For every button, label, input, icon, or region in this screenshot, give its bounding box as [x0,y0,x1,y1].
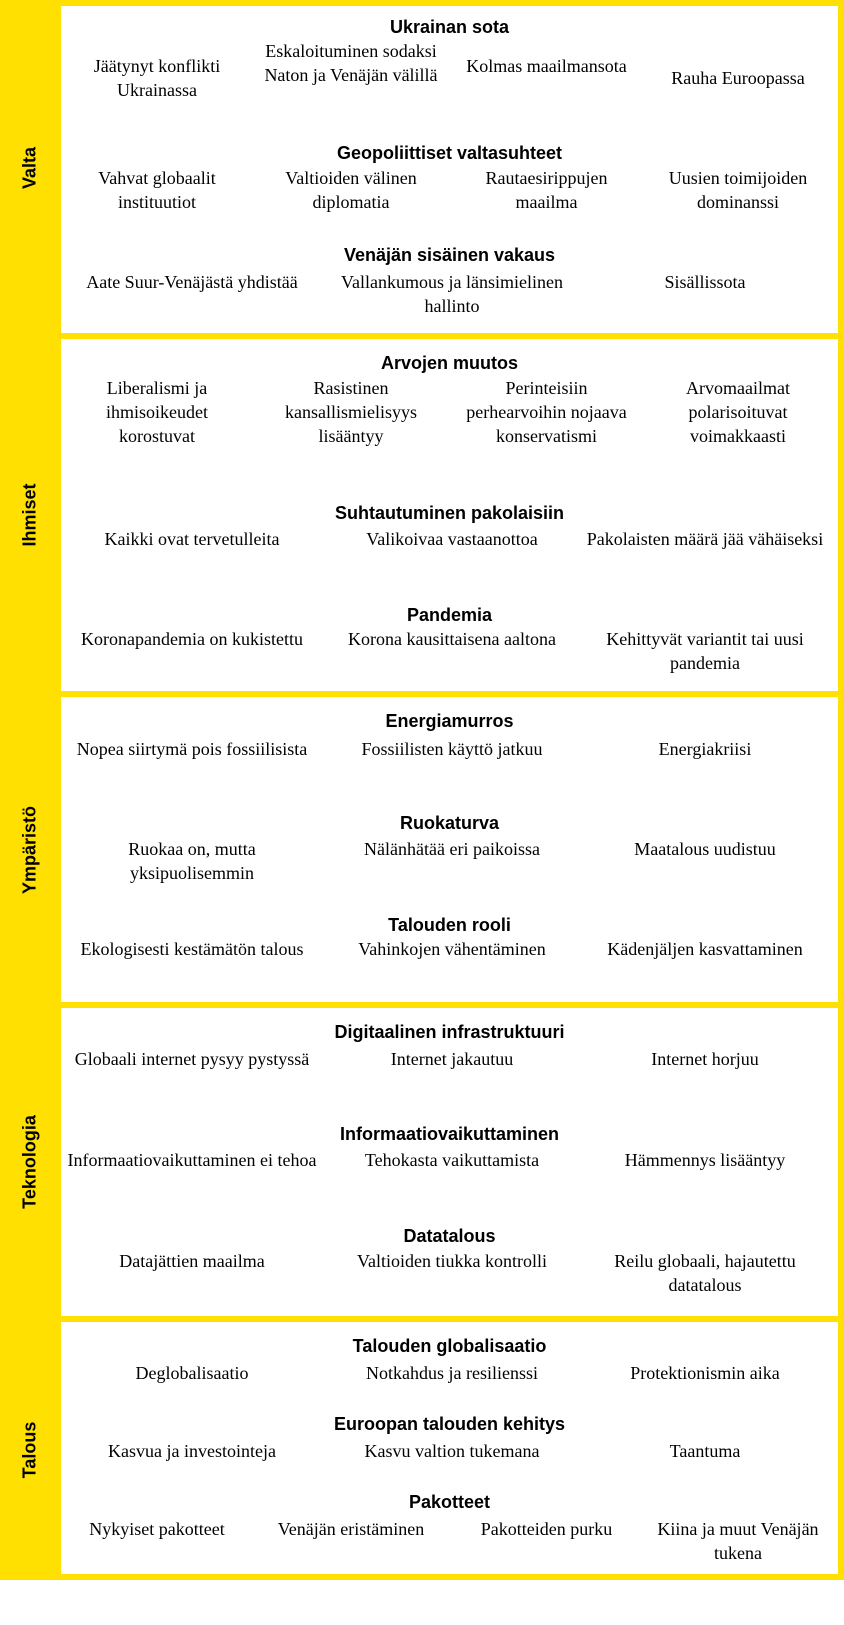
scenario-option: Kasvu valtion tukemana [364,1441,540,1461]
scenario-option: Jäätynyt konflikti Ukrainassa [93,56,221,100]
scenario-option: Korona kausittaisena aaltona [348,629,556,649]
section-panel [61,697,838,1002]
scenario-option: Deglobalisaatio [135,1363,249,1383]
section-panel [61,1008,838,1316]
topic-title: Datatalous [403,1226,496,1246]
topic-title: Suhtautuminen pakolaisiin [334,503,565,523]
topic-title: Arvojen muutos [380,353,518,373]
topic-title: Pandemia [406,605,493,625]
topic-title: Talouden rooli [388,915,511,935]
section-teknologia [0,1005,844,1319]
scenario-option: Hämmennys lisääntyy [624,1150,786,1170]
scenario-option: Liberalismi ja ihmisoikeudet korostuvat [106,378,208,446]
scenario-option: Nykyiset pakotteet [89,1519,225,1539]
section-label-column [0,694,60,1005]
section-label-column [0,336,60,694]
topic-title: Digitaalinen infrastruktuuri [334,1022,565,1042]
scenario-option: Kolmas maailmansota [466,56,627,76]
section-label: Teknologia [19,1115,40,1209]
scenario-option: Uusien toimijoiden dominanssi [668,168,808,212]
scenario-option: Kaikki ovat tervetulleita [104,529,280,549]
scenario-option: Pakolaisten määrä jää vähäiseksi [586,529,824,549]
topic-title: Ruokaturva [399,813,500,833]
scenario-option: Reilu globaali, hajautettu datatalous [614,1251,796,1295]
scenario-option: Aate Suur-Venäjästä yhdistää [86,272,298,292]
scenario-option: Rasistinen kansallismielisyys lisääntyy [285,378,417,446]
section-panel [61,1322,838,1574]
topic-title: Ukrainan sota [389,17,510,37]
scenario-option: Ekologisesti kestämätön talous [80,939,304,959]
section-label: Ympäristö [19,805,40,894]
scenario-option: Vahvat globaalit instituutiot [98,168,216,212]
scenario-option: Notkahdus ja resilienssi [366,1363,538,1383]
scenario-option: Vahinkojen vähentäminen [358,939,546,959]
topic-title: Euroopan talouden kehitys [333,1414,566,1434]
scenario-option: Taantuma [669,1441,741,1461]
scenario-option: Ruokaa on, mutta yksipuolisemmin [128,839,256,883]
scenario-option: Sisällissota [664,272,746,292]
scenario-option: Maatalous uudistuu [634,839,776,859]
scenario-option: Kädenjäljen kasvattaminen [607,939,803,959]
topic-title: Informaatiovaikuttaminen [339,1124,560,1144]
section-label: Talous [19,1421,40,1478]
scenario-option: Internet horjuu [651,1049,759,1069]
section-label: Ihmiset [19,483,40,547]
scenario-option: Energiakriisi [658,739,752,759]
scenario-option: Kiina ja muut Venäjän tukena [657,1519,819,1563]
section-label-column [0,1319,60,1580]
scenario-option: Valikoivaa vastaanottoa [366,529,538,549]
section-valta [0,0,844,336]
scenario-option: Rauha Euroopassa [671,68,805,88]
scenario-option: Pakotteiden purku [480,1519,613,1539]
scenario-option: Tehokasta vaikuttamista [364,1150,540,1170]
section-ymparisto [0,694,844,1005]
section-label: Valta [19,146,40,190]
scenario-option: Nälänhätää eri paikoissa [364,839,540,859]
section-label-column [0,0,60,336]
topic-title: Pakotteet [408,1492,491,1512]
section-ihmiset [0,336,844,694]
scenario-option: Internet jakautuu [390,1049,514,1069]
scenario-option: Nopea siirtymä pois fossiilisista [76,739,308,759]
topic-title: Geopoliittiset valtasuhteet [336,143,563,163]
scenario-option: Datajättien maailma [119,1251,265,1271]
section-label-column [0,1005,60,1319]
topic-title: Venäjän sisäinen vakaus [343,245,556,265]
scenario-option: Venäjän eristäminen [277,1519,425,1539]
scenario-option: Informaatiovaikuttaminen ei tehoa [67,1150,317,1170]
topic-title: Talouden globalisaatio [352,1336,547,1356]
scenario-option: Koronapandemia on kukistettu [81,629,303,649]
topic-title: Energiamurros [385,711,514,731]
scenario-option: Valtioiden välinen diplomatia [285,168,417,212]
scenario-option: Vallankumous ja länsimielinen hallinto [341,272,563,316]
section-panel [61,6,838,333]
scenario-option: Kehittyvät variantit tai uusi pandemia [606,629,804,673]
scenario-option: Arvomaailmat polarisoituvat voimakkaasti [686,378,790,446]
scenario-option: Eskaloituminen sodaksi Naton ja Venäjän välillä [264,41,438,85]
scenario-option: Globaali internet pysyy pystyssä [74,1049,310,1069]
section-panel [61,339,838,691]
scenario-option: Valtioiden tiukka kontrolli [357,1251,547,1271]
scenario-option: Kasvua ja investointeja [108,1441,276,1461]
scenario-option: Perinteisiin perhearvoihin nojaava konservatismi [466,378,627,446]
section-talous [0,1319,844,1580]
scenario-option: Fossiilisten käyttö jatkuu [361,739,543,759]
scenario-option: Rautaesirippujen maailma [485,168,608,212]
scenario-option: Protektionismin aika [630,1363,780,1383]
